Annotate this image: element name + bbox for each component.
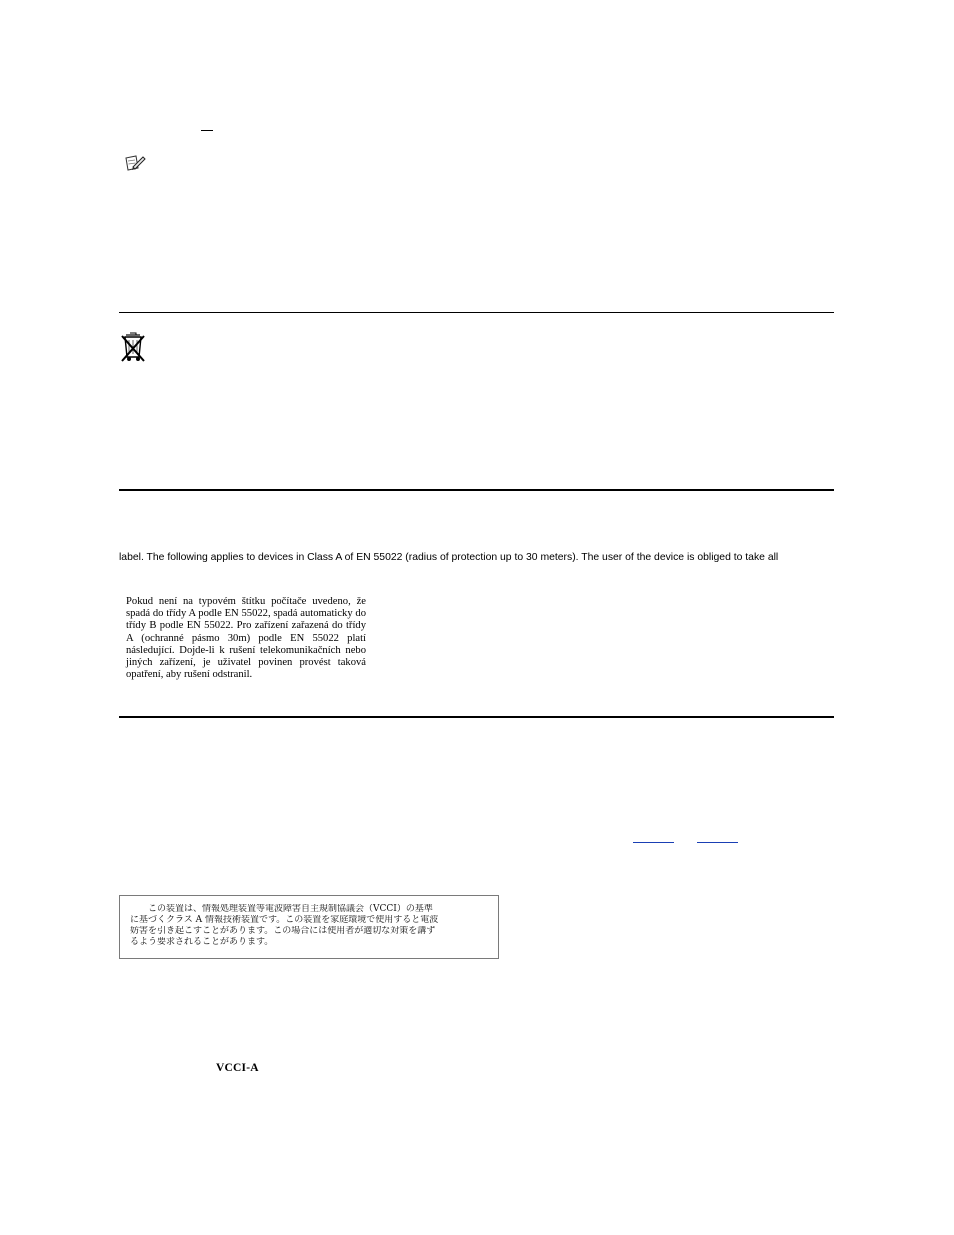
vcci-notice-box	[119, 895, 499, 959]
vcci-notice-line: に基づくクラス A 情報技術装置です。この装置を家庭環境で使用すると電波	[130, 915, 439, 925]
en55022-text: label. The following applies to devices in Class A of EN 55022 (radius of protection up to 30 meters). The user of the device is obliged to take all	[119, 552, 779, 563]
section-divider	[119, 312, 834, 313]
czech-class-a-notice: Pokud není na typovém štítku počítače uvedeno, že spadá do třídy A podle EN 55022, spadá automaticky do třídy B podle EN 55022. Pro zařízení zařazená do třídy A (ochranné pásmo 30m) podle EN 55022 platí následující. Dojde-li k rušení telekomunikačních nebo jiných zařízení, je uživatel povinen provést taková opatření, aby rušení odstranil.	[126, 596, 366, 681]
section-divider	[119, 489, 834, 491]
crossed-out-wheeled-bin-icon	[120, 331, 146, 363]
section-divider	[119, 716, 834, 718]
note-pencil-icon	[124, 154, 146, 172]
vcci-class-label: VCCI-A	[216, 1062, 259, 1074]
vcci-notice-line: 妨害を引き起こすことがあります。この場合には使用者が適切な対策を講ず	[130, 926, 436, 936]
vcci-notice-line: るよう要求されることがあります。	[130, 937, 274, 947]
link-underline[interactable]	[633, 842, 674, 843]
dash-mark	[201, 130, 213, 131]
vcci-notice-line: この装置は、情報処理装置等電波障害自主規制協議会（VCCI）の基準	[148, 904, 433, 914]
link-underline[interactable]	[697, 842, 738, 843]
